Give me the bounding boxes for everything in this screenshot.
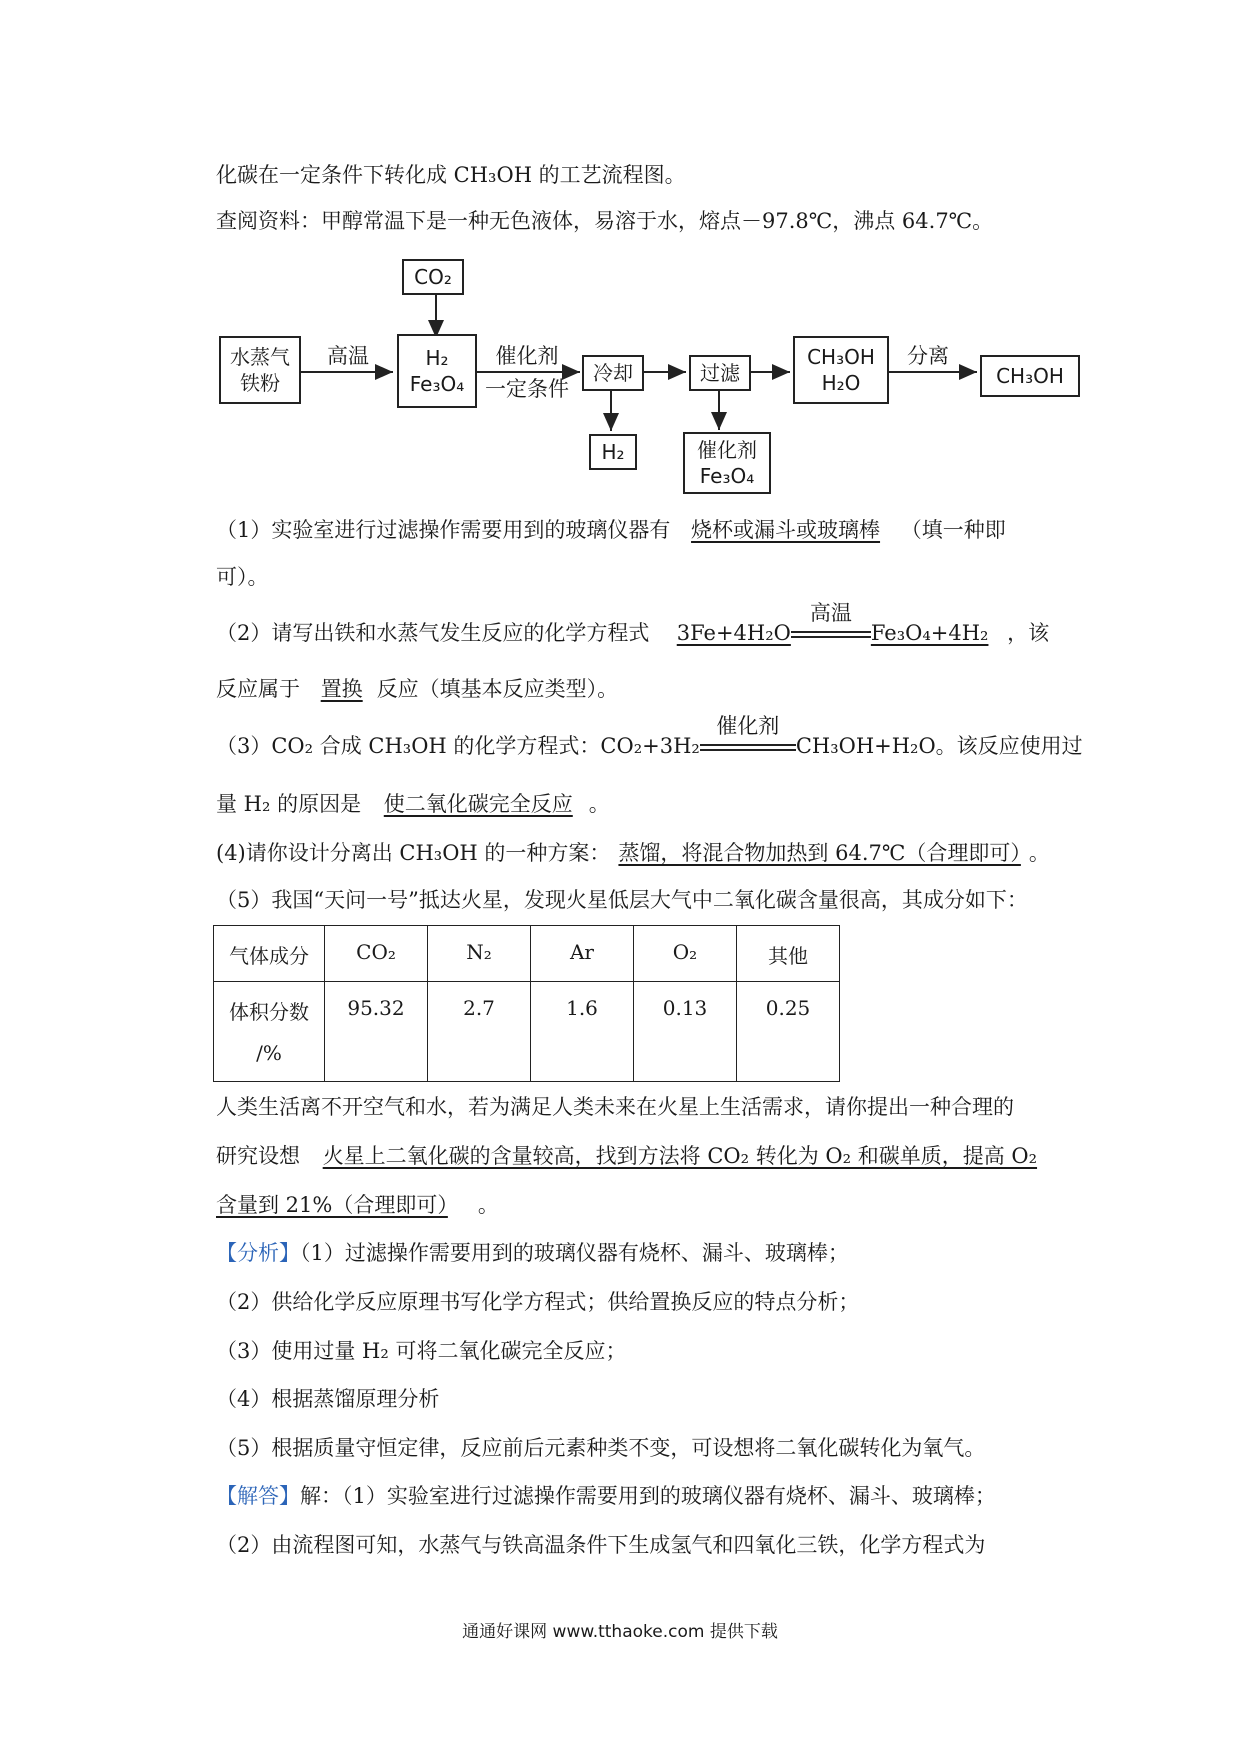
analysis-line-5: （5）根据质量守恒定律，反应前后元素种类不变，可设想将二氧化碳转化为氧气。 xyxy=(216,1436,986,1460)
table-header-cell: N₂ xyxy=(428,926,531,982)
table-header-cell: 其他 xyxy=(737,926,840,982)
table-header-cell: CO₂ xyxy=(325,926,428,982)
intro-line-1: 化碳在一定条件下转化成 CH₃OH 的工艺流程图。 xyxy=(216,163,686,187)
q5-after-3 xyxy=(216,1190,499,1220)
q1-answer: 烧杯或漏斗或玻璃棒 xyxy=(691,518,881,542)
box-h2o-label: H₂O xyxy=(821,371,861,395)
table-header-cell: O₂ xyxy=(634,926,737,982)
analysis-line-4: （4）根据蒸馏原理分析 xyxy=(216,1387,440,1411)
table-cell: 95.32 xyxy=(325,982,428,1082)
q3-line2-prefix: 量 H₂ 的原因是 xyxy=(216,792,362,816)
box-iron-label: 铁粉 xyxy=(240,371,280,395)
q3-prefix: （3）CO₂ 合成 CH₃OH 的化学方程式：CO₂+3H₂ xyxy=(216,734,700,758)
table-header-cell: 气体成分 xyxy=(214,926,325,982)
q2-eq-condition xyxy=(791,601,871,648)
q5-after-2 xyxy=(216,1141,1037,1171)
mars-atmosphere-table xyxy=(213,925,840,1082)
q2-line2-prefix: 反应属于 xyxy=(216,677,300,701)
table-cell: 0.25 xyxy=(737,982,840,1082)
q4-suffix: 。 xyxy=(1028,841,1050,865)
row-label-line-2: /% xyxy=(256,1041,282,1065)
box-out-fe3o4-label: Fe₃O₄ xyxy=(699,464,755,488)
q5-intro: （5）我国“天问一号”抵达火星，发现火星低层大气中二氧化碳含量很高，其成分如下： xyxy=(216,888,1028,912)
page-footer: 通通好课网 www.tthaoke.com 提供下载 xyxy=(462,1622,778,1642)
q1-cont: 可）。 xyxy=(216,565,269,589)
q1-line xyxy=(216,515,1006,545)
table-header-row xyxy=(214,926,840,982)
label-catalyst: 催化剂 xyxy=(495,344,559,368)
q2-answer: 置换 xyxy=(320,677,363,701)
q3-eq-condition xyxy=(700,714,796,761)
q2-line2-suffix: 反应（填基本反应类型）。 xyxy=(376,677,619,701)
q4-answer: 蒸馏，将混合物加热到 64.7℃（合理即可） xyxy=(618,841,1021,865)
table-cell: 0.13 xyxy=(634,982,737,1082)
q4-prefix: (4)请你设计分离出 CH₃OH 的一种方案： xyxy=(216,841,611,865)
box-co2: CO₂ xyxy=(402,259,464,295)
box-out-catalyst-label: 催化剂 xyxy=(697,438,757,462)
solution-line-2: （2）由流程图可知，水蒸气与铁高温条件下生成氢气和四氧化三铁，化学方程式为 xyxy=(216,1533,986,1557)
label-high-temp: 高温 xyxy=(327,344,369,368)
q3-answer: 使二氧化碳完全反应 xyxy=(383,792,573,816)
q2-eq-right: Fe₃O₄+4H₂ xyxy=(870,621,989,645)
box-filter: 过滤 xyxy=(689,355,751,391)
box-ch3oh-h2o xyxy=(793,336,889,404)
q2-line xyxy=(216,601,1050,648)
solution-tag: 【解答】 xyxy=(216,1484,300,1508)
analysis-tag: 【分析】 xyxy=(216,1241,300,1265)
q3-line2-suffix: 。 xyxy=(588,792,610,816)
q2-suffix: ，该 xyxy=(1007,621,1050,645)
analysis-line-2: （2）供给化学反应原理书写化学方程式；供给置换反应的特点分析； xyxy=(216,1290,860,1314)
table-row-label xyxy=(214,982,325,1082)
q2-cond-label: 高温 xyxy=(809,601,852,625)
row-label-line-1: 体积分数 xyxy=(229,1000,309,1024)
q3-cond-label: 催化剂 xyxy=(716,714,780,738)
label-condition: 一定条件 xyxy=(485,377,569,401)
box-ch3oh-label: CH₃OH xyxy=(807,345,875,369)
table-header-cell: Ar xyxy=(531,926,634,982)
label-separate: 分离 xyxy=(907,344,949,368)
table-cell: 2.7 xyxy=(428,982,531,1082)
q1-prefix: （1）实验室进行过滤操作需要用到的玻璃仪器有 xyxy=(216,518,671,542)
q4-line xyxy=(216,838,1050,868)
q3-line xyxy=(216,714,1083,761)
analysis-line-1 xyxy=(216,1238,849,1268)
q2-line-2 xyxy=(216,674,618,704)
q5-after2-prefix: 研究设想 xyxy=(216,1144,300,1168)
box-h2-label: H₂ xyxy=(425,346,449,370)
q2-prefix: （2）请写出铁和水蒸气发生反应的化学方程式 xyxy=(216,621,650,645)
q2-eq-left: 3Fe+4H₂O xyxy=(676,621,791,645)
box-fe3o4-label: Fe₃O₄ xyxy=(409,372,465,396)
q1-suffix: （填一种即 xyxy=(900,518,1006,542)
box-steam-label: 水蒸气 xyxy=(230,345,290,369)
box-steam-iron xyxy=(219,336,301,404)
solution-text-1: 解：（1）实验室进行过滤操作需要用到的玻璃仪器有烧杯、漏斗、玻璃棒； xyxy=(300,1484,996,1508)
q5-answer-line-1: 火星上二氧化碳的含量较高，找到方法将 CO₂ 转化为 O₂ 和碳单质，提高 O₂ xyxy=(322,1144,1038,1168)
q5-after3-suffix: 。 xyxy=(477,1193,499,1217)
q5-answer-line-2: 含量到 21%（合理即可） xyxy=(216,1193,448,1217)
solution-line-1 xyxy=(216,1481,996,1511)
q5-after-1: 人类生活离不开空气和水，若为满足人类未来在火星上生活需求，请你提出一种合理的 xyxy=(216,1095,1014,1119)
q3-eq-right: CH₃OH+H₂O。该反应使用过 xyxy=(795,734,1083,758)
table-cell: 1.6 xyxy=(531,982,634,1082)
q3-line-2 xyxy=(216,789,610,819)
table-row xyxy=(214,982,840,1082)
box-cool: 冷却 xyxy=(582,355,644,391)
analysis-text-1: （1）过滤操作需要用到的玻璃仪器有烧杯、漏斗、玻璃棒； xyxy=(300,1241,849,1265)
analysis-line-3: （3）使用过量 H₂ 可将二氧化碳完全反应； xyxy=(216,1339,627,1363)
box-out-h2: H₂ xyxy=(589,434,637,470)
box-out-catalyst xyxy=(683,432,771,494)
intro-line-2: 查阅资料：甲醇常温下是一种无色液体，易溶于水，熔点－97.8℃，沸点 64.7℃。 xyxy=(216,209,994,233)
box-product-ch3oh: CH₃OH xyxy=(980,355,1080,397)
box-h2-fe3o4 xyxy=(397,334,477,408)
